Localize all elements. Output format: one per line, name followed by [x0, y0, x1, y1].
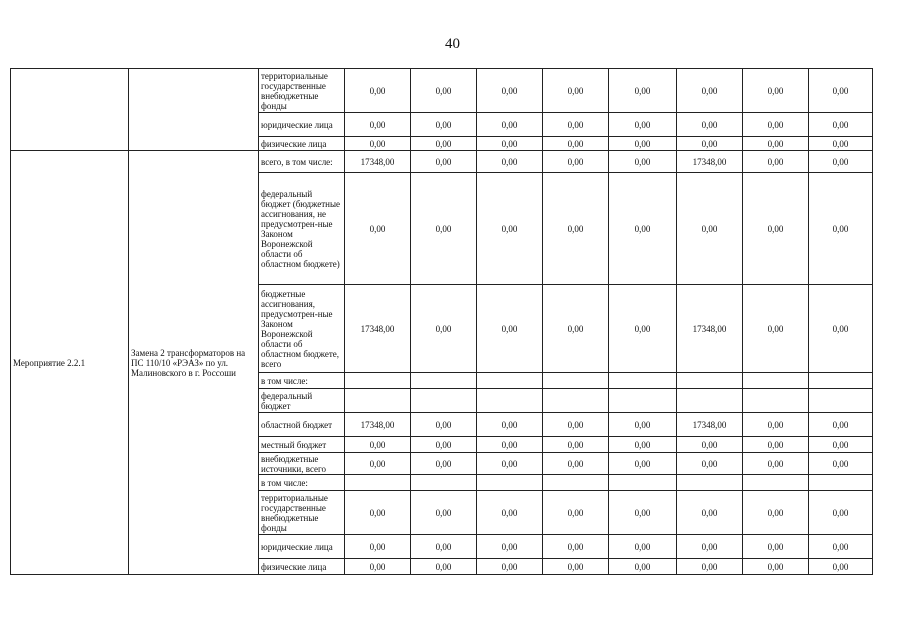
value-cell — [345, 373, 411, 389]
value-cell: 0,00 — [345, 437, 411, 453]
source-cell: юридические лица — [259, 113, 345, 137]
value-cell: 0,00 — [743, 285, 809, 373]
value-cell: 0,00 — [345, 137, 411, 151]
value-cell: 17348,00 — [677, 285, 743, 373]
value-cell — [809, 373, 873, 389]
source-cell: всего, в том числе: — [259, 151, 345, 173]
value-cell: 0,00 — [477, 491, 543, 535]
value-cell: 0,00 — [609, 559, 677, 575]
value-cell: 0,00 — [543, 559, 609, 575]
value-cell — [543, 373, 609, 389]
event-cell: Мероприятие 2.2.1 — [11, 151, 129, 575]
value-cell — [677, 475, 743, 491]
value-cell: 0,00 — [543, 69, 609, 113]
value-cell: 17348,00 — [345, 413, 411, 437]
value-cell: 0,00 — [477, 69, 543, 113]
value-cell: 0,00 — [411, 137, 477, 151]
source-cell: территориальные государственные внебюджетные фонды — [259, 491, 345, 535]
value-cell: 0,00 — [477, 173, 543, 285]
value-cell: 0,00 — [543, 491, 609, 535]
value-cell: 0,00 — [345, 113, 411, 137]
value-cell: 0,00 — [345, 535, 411, 559]
value-cell: 0,00 — [743, 151, 809, 173]
value-cell: 0,00 — [743, 535, 809, 559]
value-cell: 0,00 — [543, 113, 609, 137]
value-cell: 0,00 — [609, 535, 677, 559]
value-cell: 0,00 — [411, 491, 477, 535]
value-cell — [411, 475, 477, 491]
value-cell — [743, 475, 809, 491]
value-cell — [477, 373, 543, 389]
prev-name-cell — [129, 69, 259, 151]
value-cell: 0,00 — [677, 559, 743, 575]
value-cell: 0,00 — [809, 173, 873, 285]
value-cell — [743, 373, 809, 389]
value-cell: 0,00 — [609, 437, 677, 453]
value-cell: 0,00 — [809, 559, 873, 575]
value-cell: 0,00 — [411, 453, 477, 475]
value-cell: 0,00 — [677, 69, 743, 113]
value-cell: 0,00 — [345, 559, 411, 575]
value-cell: 0,00 — [477, 535, 543, 559]
source-cell: федеральный бюджет (бюджетные ассигнования, не предусмотрен-ные Законом Воронежской области об областном бюджете) — [259, 173, 345, 285]
value-cell: 0,00 — [609, 491, 677, 535]
source-cell: областной бюджет — [259, 413, 345, 437]
value-cell: 0,00 — [609, 453, 677, 475]
value-cell: 0,00 — [543, 137, 609, 151]
value-cell: 0,00 — [477, 137, 543, 151]
value-cell: 0,00 — [411, 413, 477, 437]
value-cell — [677, 373, 743, 389]
value-cell — [809, 475, 873, 491]
source-cell: в том числе: — [259, 373, 345, 389]
value-cell — [677, 389, 743, 413]
value-cell: 0,00 — [809, 491, 873, 535]
source-cell: местный бюджет — [259, 437, 345, 453]
source-cell: федеральный бюджет — [259, 389, 345, 413]
value-cell — [543, 475, 609, 491]
value-cell: 0,00 — [609, 69, 677, 113]
value-cell: 0,00 — [411, 285, 477, 373]
value-cell: 0,00 — [543, 453, 609, 475]
value-cell — [543, 389, 609, 413]
value-cell: 0,00 — [477, 453, 543, 475]
value-cell — [345, 389, 411, 413]
value-cell: 17348,00 — [677, 413, 743, 437]
value-cell: 0,00 — [743, 173, 809, 285]
value-cell: 0,00 — [411, 559, 477, 575]
value-cell: 0,00 — [411, 113, 477, 137]
value-cell: 17348,00 — [677, 151, 743, 173]
value-cell: 0,00 — [543, 535, 609, 559]
source-cell: физические лица — [259, 137, 345, 151]
value-cell — [477, 475, 543, 491]
value-cell: 0,00 — [809, 137, 873, 151]
source-cell: территориальные государственные внебюджетные фонды — [259, 69, 345, 113]
value-cell: 0,00 — [743, 491, 809, 535]
value-cell: 0,00 — [543, 437, 609, 453]
value-cell — [609, 475, 677, 491]
value-cell: 0,00 — [411, 69, 477, 113]
value-cell — [609, 373, 677, 389]
value-cell — [411, 389, 477, 413]
value-cell: 0,00 — [609, 413, 677, 437]
value-cell: 0,00 — [609, 113, 677, 137]
table-row — [11, 151, 873, 173]
value-cell: 0,00 — [809, 113, 873, 137]
value-cell: 0,00 — [609, 285, 677, 373]
value-cell — [743, 389, 809, 413]
value-cell: 0,00 — [809, 535, 873, 559]
value-cell: 0,00 — [609, 151, 677, 173]
event-name-cell: Замена 2 трансформаторов на ПС 110/10 «РЭАЗ» по ул. Малиновского в г. Россоши — [129, 151, 259, 575]
value-cell: 0,00 — [345, 69, 411, 113]
value-cell: 17348,00 — [345, 151, 411, 173]
value-cell — [809, 389, 873, 413]
value-cell: 0,00 — [477, 413, 543, 437]
value-cell: 17348,00 — [345, 285, 411, 373]
value-cell: 0,00 — [677, 437, 743, 453]
value-cell: 0,00 — [809, 285, 873, 373]
value-cell: 0,00 — [677, 491, 743, 535]
value-cell: 0,00 — [543, 413, 609, 437]
value-cell: 0,00 — [677, 113, 743, 137]
value-cell: 0,00 — [677, 453, 743, 475]
value-cell: 0,00 — [809, 69, 873, 113]
value-cell: 0,00 — [609, 173, 677, 285]
source-cell: бюджетные ассигнования, предусмотрен-ные Законом Воронежской области об областном бюджете, всего — [259, 285, 345, 373]
value-cell: 0,00 — [411, 535, 477, 559]
value-cell: 0,00 — [411, 173, 477, 285]
value-cell: 0,00 — [743, 413, 809, 437]
value-cell: 0,00 — [411, 151, 477, 173]
value-cell: 0,00 — [477, 113, 543, 137]
value-cell: 0,00 — [477, 559, 543, 575]
value-cell: 0,00 — [677, 137, 743, 151]
value-cell: 0,00 — [411, 437, 477, 453]
value-cell: 0,00 — [543, 285, 609, 373]
source-cell: юридические лица — [259, 535, 345, 559]
value-cell — [609, 389, 677, 413]
value-cell: 0,00 — [809, 413, 873, 437]
value-cell: 0,00 — [809, 437, 873, 453]
source-cell: внебюджетные источники, всего — [259, 453, 345, 475]
value-cell: 0,00 — [345, 453, 411, 475]
value-cell — [477, 389, 543, 413]
value-cell — [345, 475, 411, 491]
value-cell: 0,00 — [477, 285, 543, 373]
value-cell: 0,00 — [809, 151, 873, 173]
value-cell: 0,00 — [677, 173, 743, 285]
value-cell: 0,00 — [609, 137, 677, 151]
source-cell: в том числе: — [259, 475, 345, 491]
funding-table — [10, 68, 873, 575]
value-cell: 0,00 — [743, 437, 809, 453]
value-cell: 0,00 — [543, 173, 609, 285]
value-cell: 0,00 — [743, 69, 809, 113]
prev-event-cell — [11, 69, 129, 151]
source-cell: физические лица — [259, 559, 345, 575]
page-number: 40 — [445, 36, 460, 52]
value-cell: 0,00 — [477, 151, 543, 173]
value-cell: 0,00 — [345, 491, 411, 535]
value-cell: 0,00 — [743, 453, 809, 475]
value-cell: 0,00 — [743, 559, 809, 575]
value-cell: 0,00 — [743, 137, 809, 151]
value-cell: 0,00 — [743, 113, 809, 137]
value-cell: 0,00 — [677, 535, 743, 559]
value-cell: 0,00 — [345, 173, 411, 285]
value-cell: 0,00 — [477, 437, 543, 453]
value-cell: 0,00 — [809, 453, 873, 475]
value-cell — [411, 373, 477, 389]
funding-table-body — [11, 69, 873, 575]
table-row — [11, 69, 873, 113]
value-cell: 0,00 — [543, 151, 609, 173]
